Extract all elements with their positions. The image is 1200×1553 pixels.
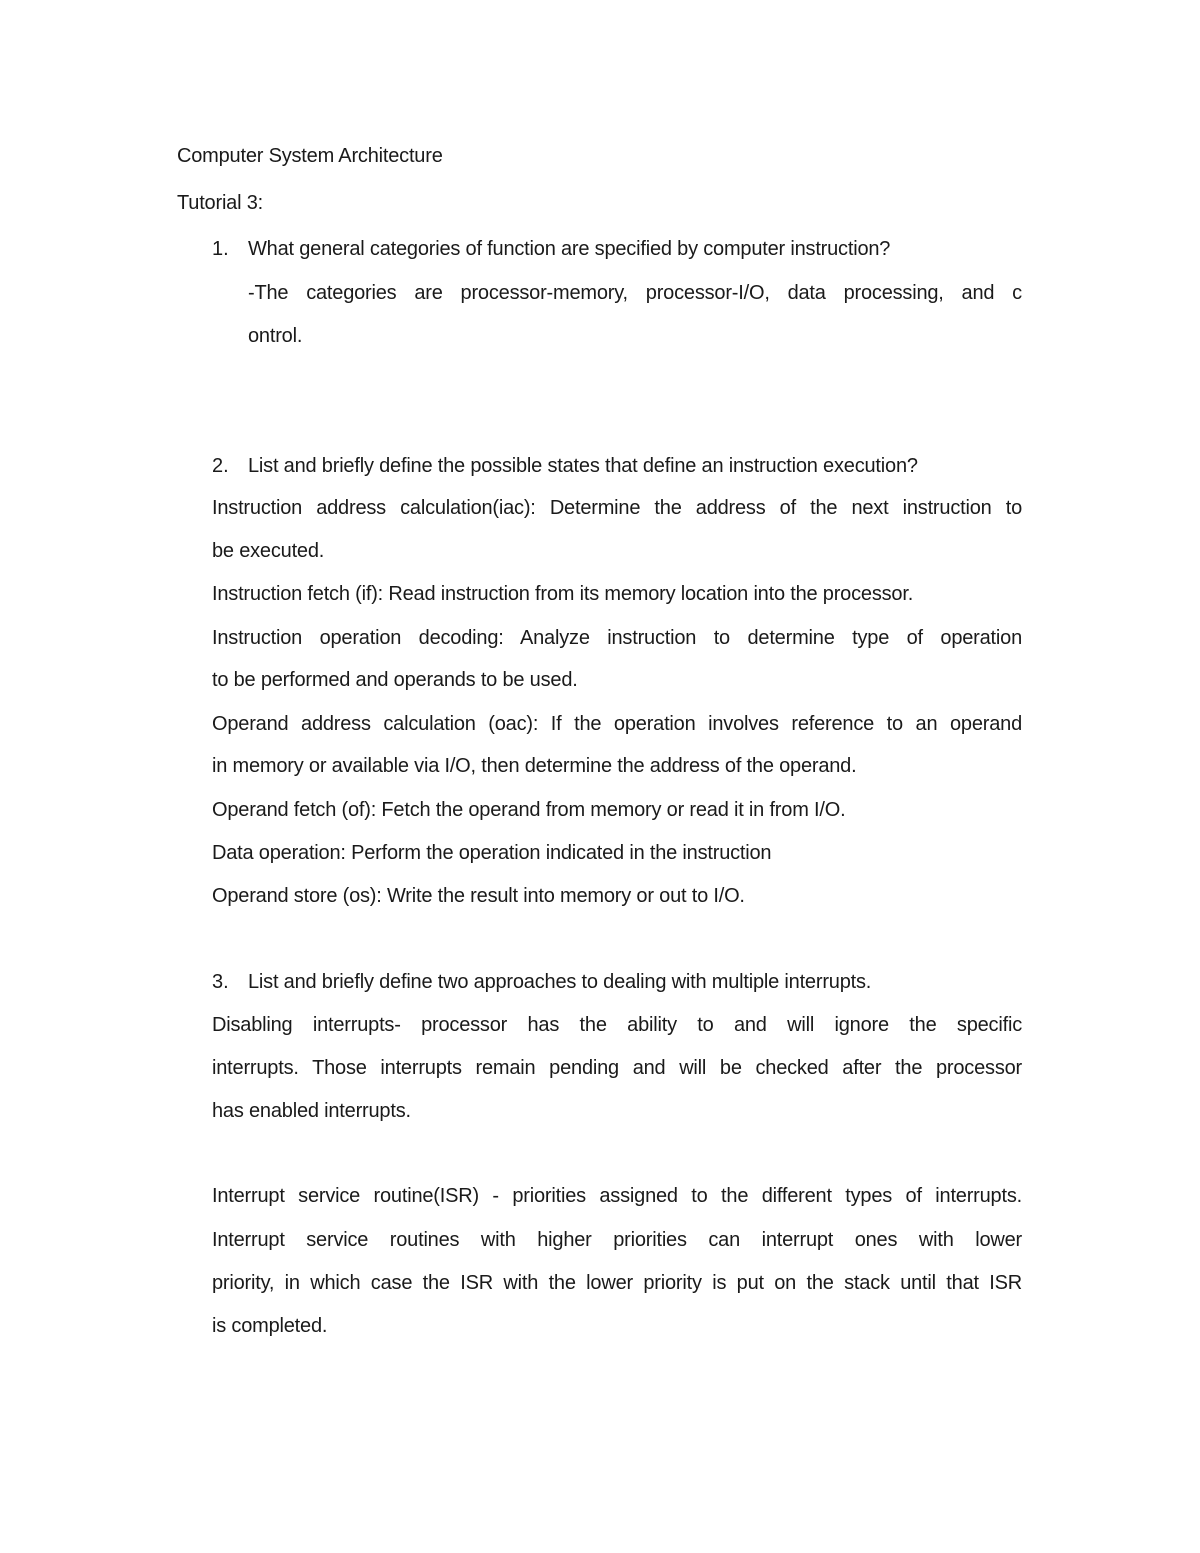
answer-line: ontrol. (248, 325, 303, 347)
answer-line: Disabling interrupts- processor has the ability to and will ignore the specific (212, 1014, 1022, 1036)
document-title: Computer System Architecture (177, 145, 443, 167)
answer-line: in memory or available via I/O, then determine the address of the operand. (212, 755, 857, 777)
answer-line: Instruction address calculation(iac): Determine the address of the next instruction to (212, 497, 1022, 519)
answer-line: Data operation: Perform the operation indicated in the instruction (212, 842, 772, 864)
question-text: List and briefly define the possible states that define an instruction execution? (248, 455, 918, 477)
answer-line: to be performed and operands to be used. (212, 669, 578, 691)
answer-line: Instruction operation decoding: Analyze instruction to determine type of operation (212, 627, 1022, 649)
answer-line: Interrupt service routines with higher priorities can interrupt ones with lower (212, 1229, 1022, 1251)
answer-line: interrupts. Those interrupts remain pending and will be checked after the processor (212, 1057, 1022, 1079)
answer-line: Interrupt service routine(ISR) - priorities assigned to the different types of interrupts. (212, 1185, 1022, 1207)
document-subtitle: Tutorial 3: (177, 192, 263, 214)
answer-line: be executed. (212, 540, 325, 562)
answer-line: -The categories are processor-memory, processor-I/O, data processing, and c (248, 282, 1022, 304)
answer-line: Operand address calculation (oac): If the operation involves reference to an operand (212, 713, 1022, 735)
answer-line: priority, in which case the ISR with the lower priority is put on the stack until that ISR (212, 1272, 1022, 1294)
question-text: What general categories of function are specified by computer instruction? (248, 238, 891, 260)
answer-line: Operand fetch (of): Fetch the operand from memory or read it in from I/O. (212, 799, 846, 821)
answer-line: Instruction fetch (if): Read instruction from its memory location into the processor. (212, 583, 914, 605)
answer-line: Operand store (os): Write the result into memory or out to I/O. (212, 885, 745, 907)
question-number: 3. (212, 971, 229, 993)
question-number: 1. (212, 238, 229, 260)
answer-line: is completed. (212, 1315, 328, 1337)
question-number: 2. (212, 455, 229, 477)
answer-line: has enabled interrupts. (212, 1100, 411, 1122)
question-text: List and briefly define two approaches to dealing with multiple interrupts. (248, 971, 872, 993)
